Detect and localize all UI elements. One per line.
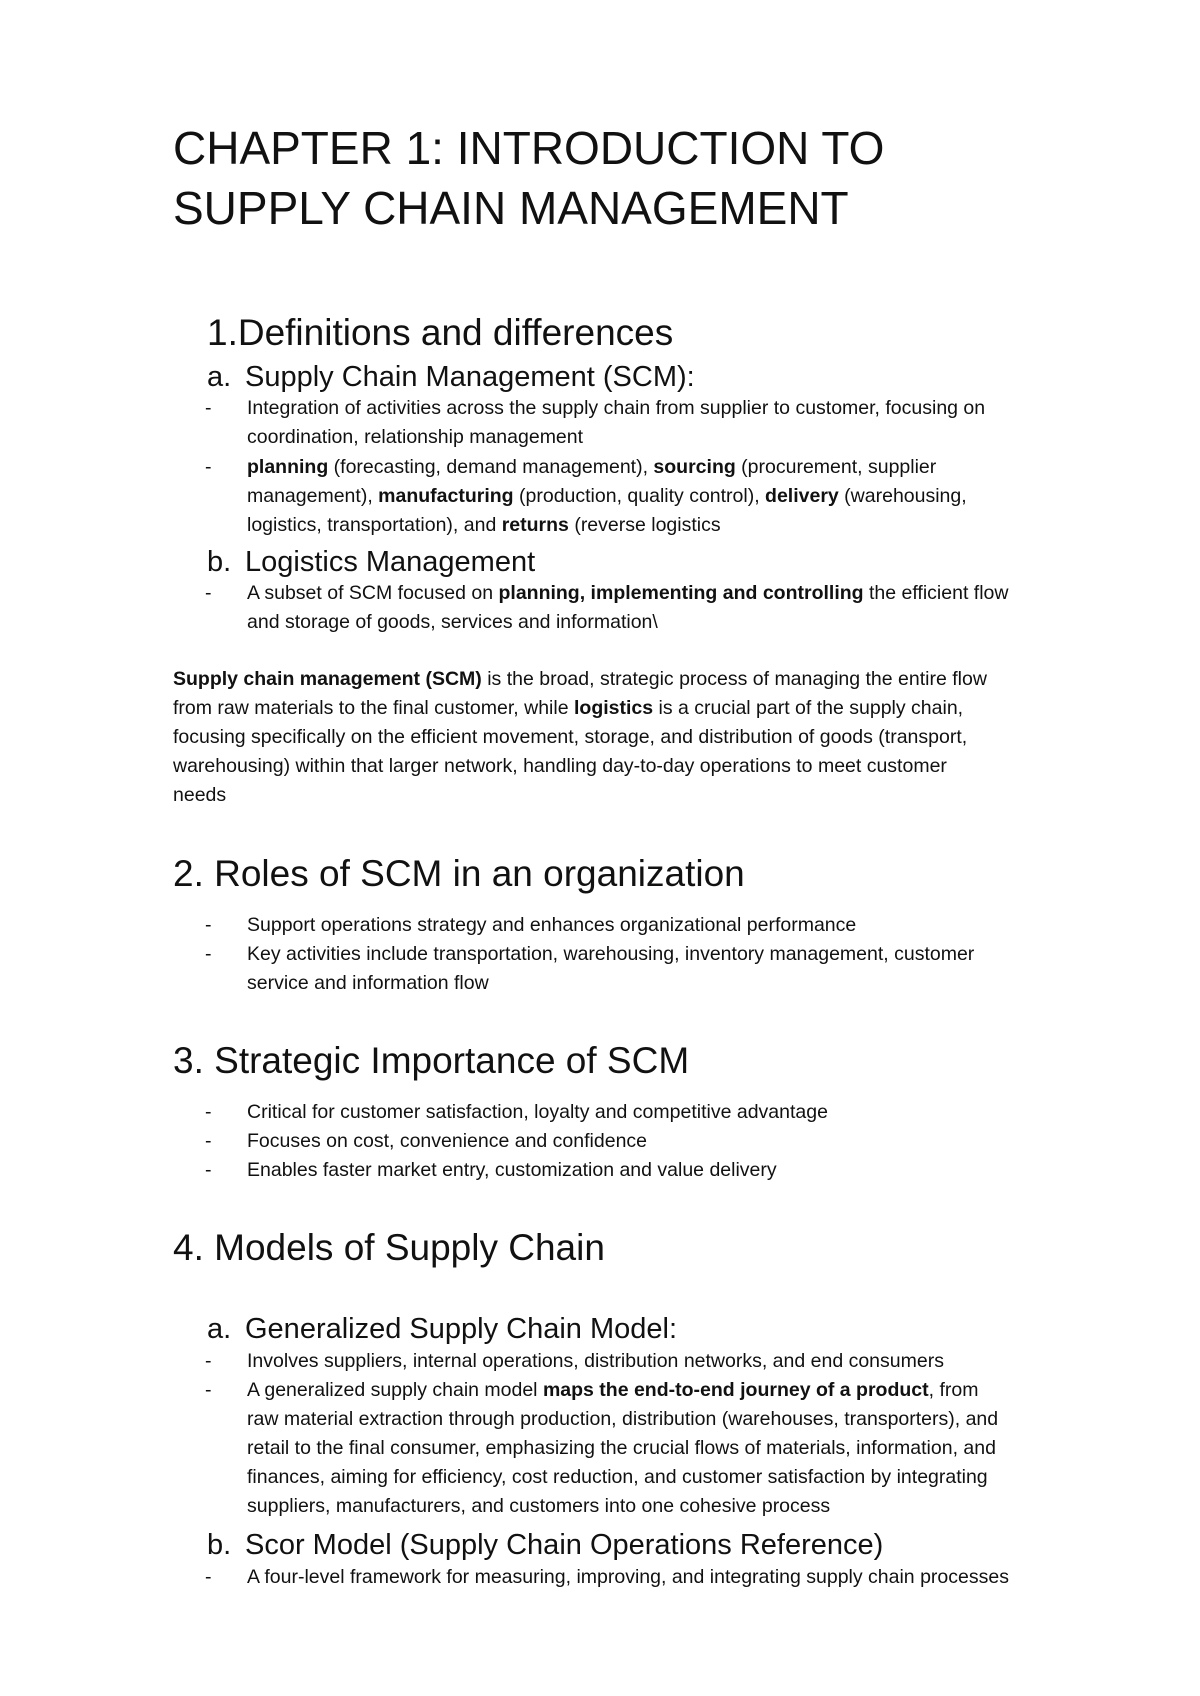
subsection-4b-title: Scor Model (Supply Chain Operations Reference) (245, 1529, 884, 1561)
subsection-4a-title: Generalized Supply Chain Model: (245, 1313, 678, 1345)
section-1-number: 1. (207, 312, 238, 353)
subsection-4a-heading (207, 1311, 677, 1347)
subsection-1b-title: Logistics Management (245, 546, 536, 578)
document-page: CHAPTER 1: INTRODUCTION TO SUPPLY CHAIN MANAGEMENT 1.Definitions and differences a. Supply Chain Management (SCM): - Integration of activities across the supply chain from supplier to customer, focusing on coordination, relationship management - planning (forecasting, demand management), sourcing (procurement, supplier management), manufacturing (production, quality control), delivery (warehousing, logistics, transportation), and returns (reverse logistics b. Logistics Management - A subset of SCM focused on planning, implementing and controlling the efficient flow and storage of goods, services and information\ Supply chain management (SCM) is the broad, strategic process of managing the entire flow from raw materials to the final customer, while logistics is a crucial part of the supply chain, focusing specifically on the efficient movement, storage, and distribution of goods (transport, warehousing) within that larger network, handling day-to-day operations to meet customer needs 2. Roles of SCM in an organization - Support operations strategy and enhances organizational performance - Key activities include transportation, warehousing, inventory management, customer service and information flow 3. Strategic Importance of SCM - Critical for customer satisfaction, loyalty and competitive advantage - Focuses on cost, convenience and confidence - Enables faster market entry, customization and value delivery 4. Models of Supply Chain a. Generalized Supply Chain Model: - Involves suppliers, internal operations, distribution networks, and end consumers - A generalized supply chain model maps the end-to-end journey of a product, from raw material extraction through production, distribution (warehouses, transporters), and retail to the final consumer, emphasizing the crucial flows of materials, information, and finances, aiming for efficiency, cost reduction, and customer satisfaction by integrating suppliers, manufacturers, and customers into one cohesive process b. Scor Model (Supply Chain Operations Reference) - A four-level framework for measuring, improving, and integrating supply chain processes (0, 0, 1200, 1696)
subsection-4b-heading (207, 1527, 883, 1563)
subsection-1b-heading (207, 544, 535, 580)
subsection-1b-letter: b. (207, 546, 232, 578)
subsection-4b-letter: b. (207, 1529, 232, 1561)
subsection-1a-heading (207, 359, 695, 395)
chapter-title (173, 118, 884, 238)
chapter-title-line-2: SUPPLY CHAIN MANAGEMENT (173, 182, 849, 234)
section-1-title: Definitions and differences (237, 312, 674, 353)
section-3-heading: 3. Strategic Importance of SCM (173, 1040, 690, 1081)
chapter-title-line-1: CHAPTER 1: INTRODUCTION TO (173, 122, 885, 174)
subsection-4a-letter: a. (207, 1313, 232, 1345)
scm-vs-logistics-paragraph: Supply chain management (SCM) is the broad, strategic process of managing the entire flow from raw materials to the final customer, while logistics is a crucial part of the supply chain, focusing specifically on the efficient movement, storage, and distribution of goods (transport, warehousing) within that larger network, handling day-to-day operations to meet customer needs (173, 668, 987, 806)
section-1-heading (207, 311, 673, 355)
subsection-1a-letter: a. (207, 361, 232, 393)
subsection-1a-title: Supply Chain Management (SCM): (245, 361, 695, 393)
section-2-heading: 2. Roles of SCM in an organization (173, 853, 745, 894)
section-4-heading: 4. Models of Supply Chain (173, 1227, 605, 1268)
